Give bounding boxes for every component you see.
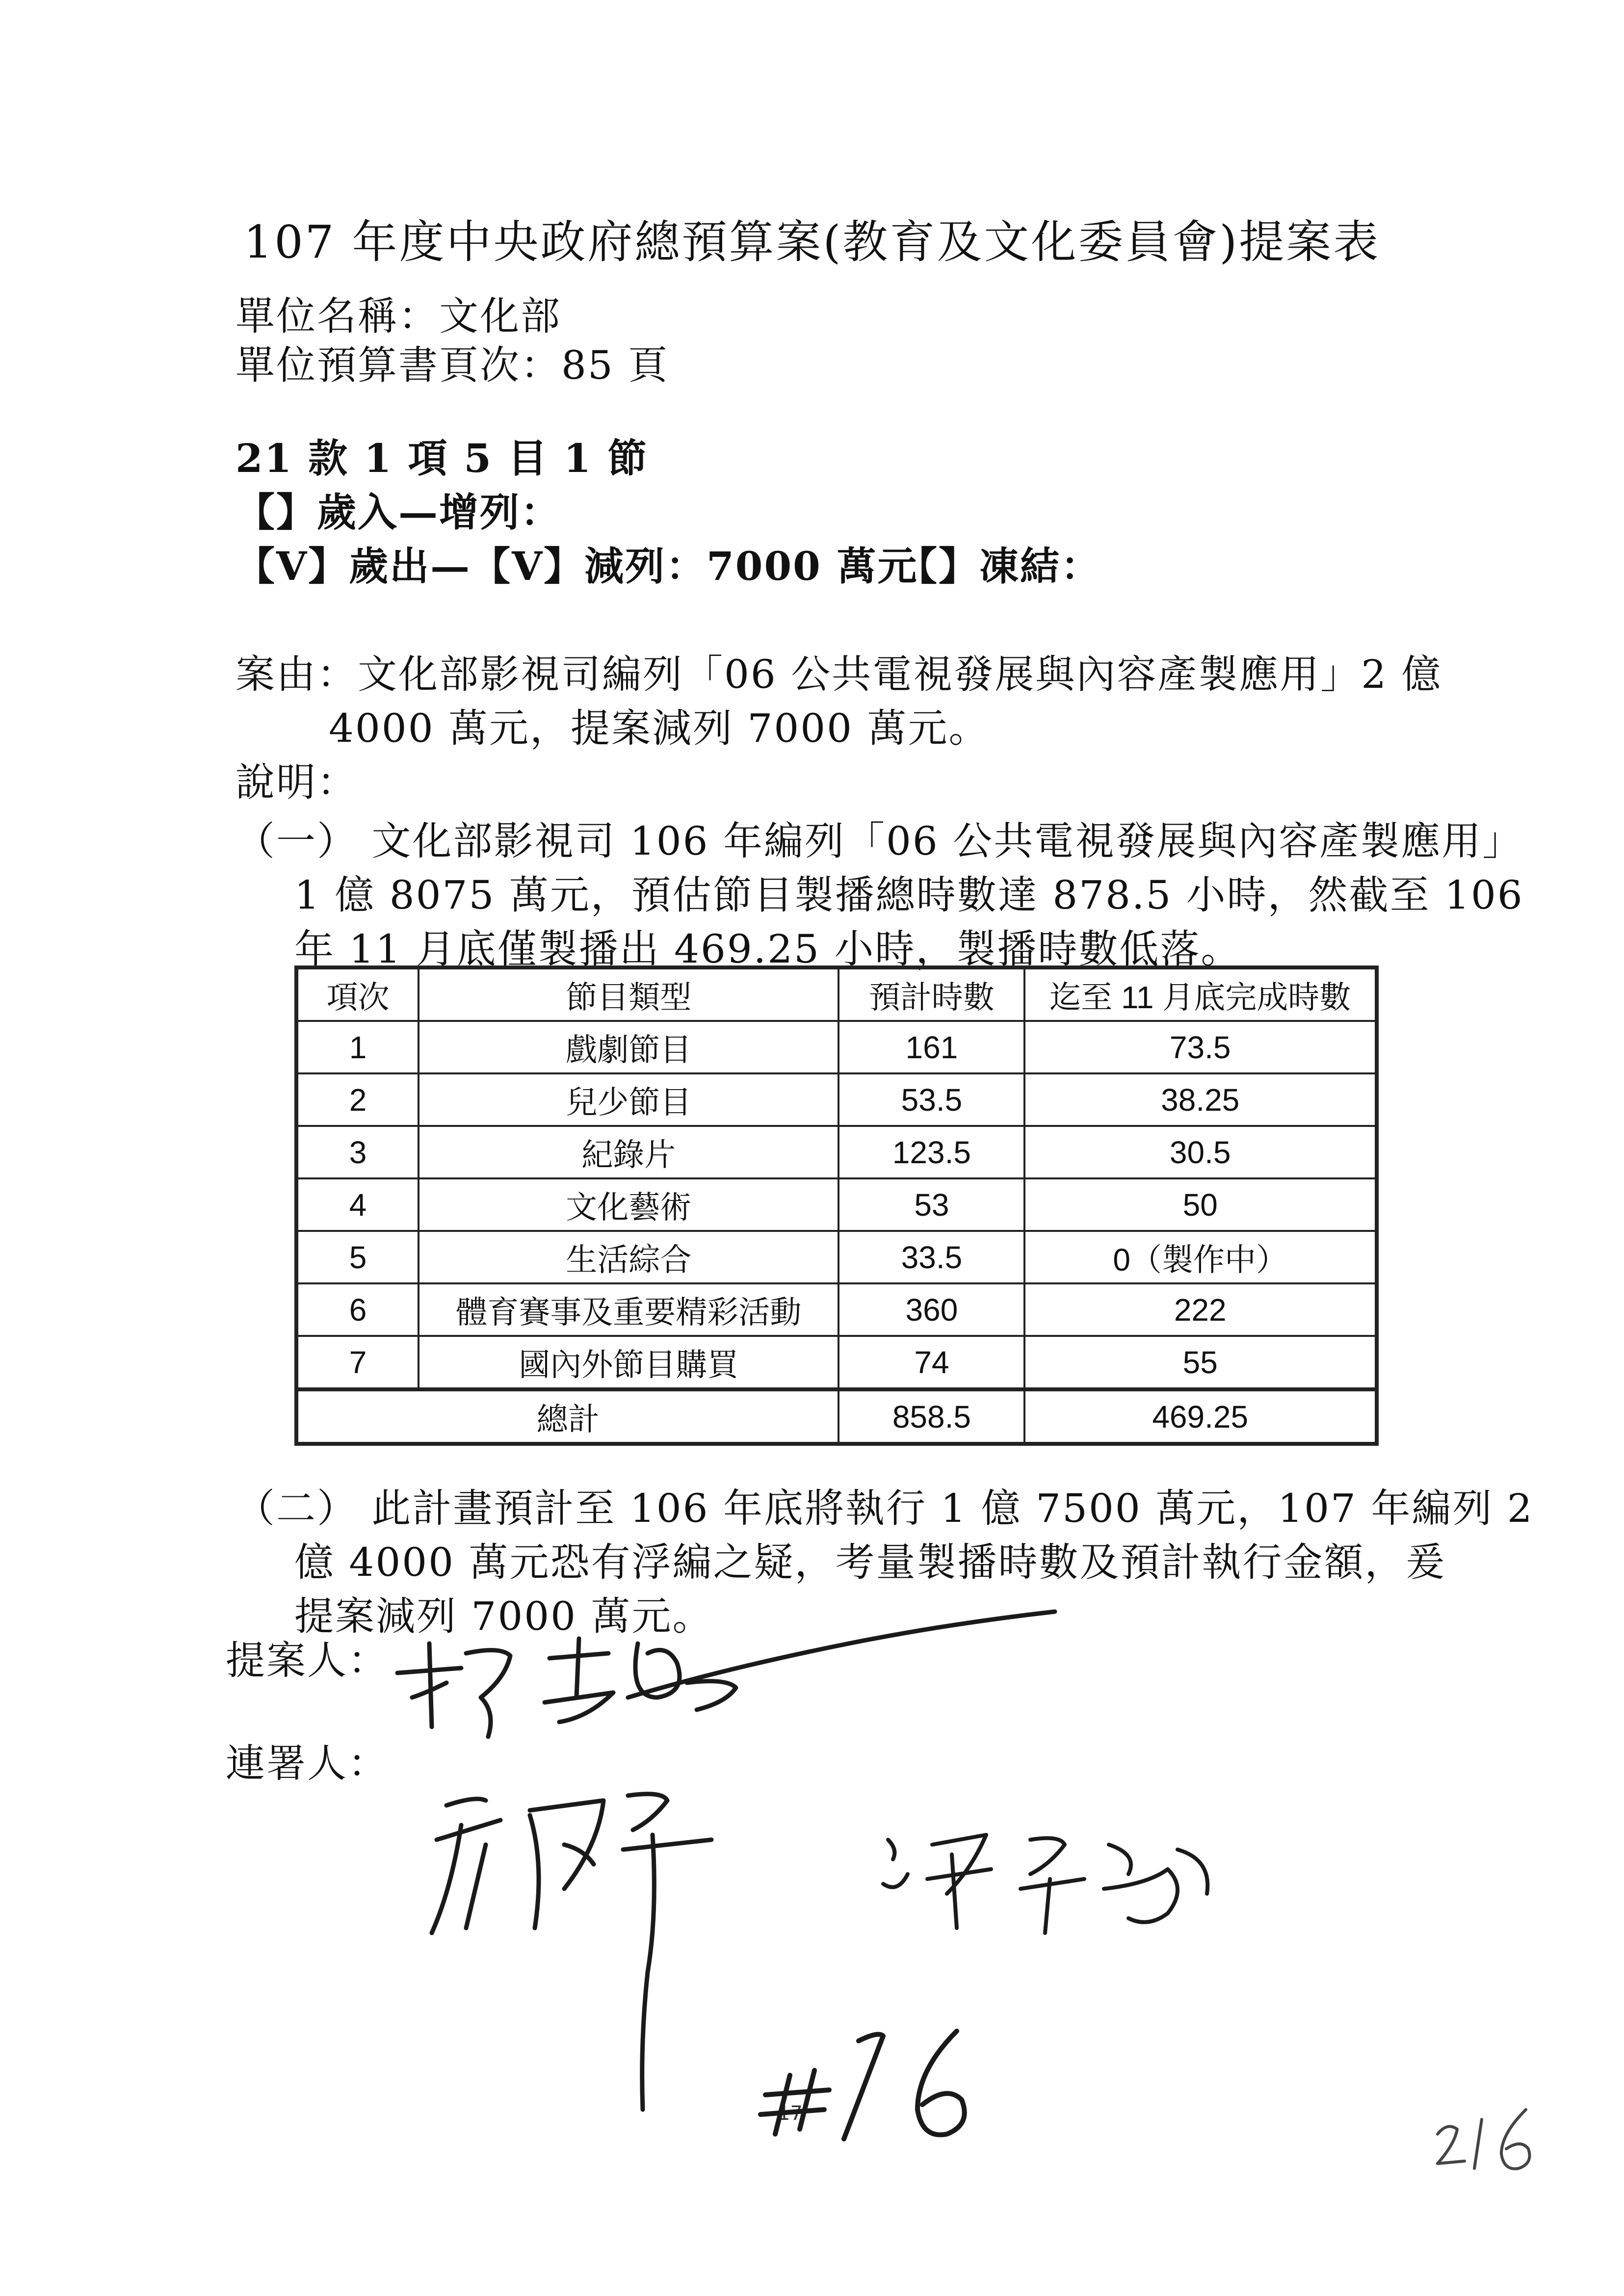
- handwritten-number: [756, 2021, 1011, 2149]
- table-row: [296, 1336, 1377, 1389]
- expenditure-line: 【V】歲出—【V】減列：7000 萬元: [236, 543, 918, 589]
- table-cell: 53: [838, 1178, 1024, 1231]
- table-cell: 53.5: [838, 1073, 1024, 1126]
- table-cell: 33.5: [838, 1231, 1024, 1283]
- table-cell: 6: [296, 1283, 419, 1336]
- budget-section: 21 款 1 項 5 目 1 節: [236, 435, 649, 481]
- table-row: [296, 1283, 1377, 1336]
- table-cell: 體育賽事及重要精彩活動: [419, 1283, 838, 1336]
- item1-line-2: 1 億 8075 萬元，預估節目製播總時數達 878.5 小時，然截至 106: [294, 872, 1524, 918]
- explain-label: 說明：: [236, 759, 358, 805]
- table-header-row: [296, 967, 1377, 1021]
- table-row: [296, 1073, 1377, 1126]
- case-line-2: 4000 萬元，提案減列 7000 萬元。: [329, 705, 990, 751]
- cosigner-signature-2: [873, 1815, 1227, 1943]
- table-cell: 文化藝術: [419, 1178, 838, 1231]
- table-cell: 123.5: [838, 1126, 1024, 1178]
- table-cell: 5: [296, 1231, 419, 1283]
- table-cell: 73.5: [1024, 1021, 1377, 1073]
- table-cell: 55: [1024, 1336, 1377, 1389]
- header-cell: 節目類型: [419, 967, 838, 1021]
- table-cell: 0（製作中）: [1024, 1231, 1377, 1283]
- page-title: 107 年度中央政府總預算案(教育及文化委員會)提案表: [243, 216, 1381, 268]
- corner-number: [1428, 2100, 1545, 2178]
- item2-line-2: 億 4000 萬元恐有浮編之疑，考量製播時數及預計執行金額，爰: [294, 1539, 1446, 1585]
- table-cell: 紀錄片: [419, 1126, 838, 1178]
- item2-line-1: （二） 此計畫預計至 106 年底將執行 1 億 7500 萬元，107 年編列 2: [236, 1486, 1534, 1531]
- table-cell: 國內外節目購買: [419, 1336, 838, 1389]
- item1-line-1: （一） 文化部影視司 106 年編列「06 公共電視發展與內容產製應用」: [236, 818, 1523, 864]
- table-cell: 3: [296, 1126, 419, 1178]
- table-cell: 1: [296, 1021, 419, 1073]
- table-row: [296, 1231, 1377, 1283]
- cosigner-signature-1: [417, 1766, 751, 2119]
- budget-page: 單位預算書頁次：85 頁: [236, 342, 669, 388]
- header-cell: 項次: [296, 967, 419, 1021]
- table-cell: 7: [296, 1336, 419, 1389]
- revenue-line: 【】歲入—增列：: [236, 489, 561, 535]
- table-cell: 30.5: [1024, 1126, 1377, 1178]
- table-cell: 222: [1024, 1283, 1377, 1336]
- case-line-1: 案由：文化部影視司編列「06 公共電視發展與內容產製應用」2 億: [236, 652, 1442, 697]
- header-cell: 迄至 11 月底完成時數: [1024, 967, 1377, 1021]
- table-cell: 360: [838, 1283, 1024, 1336]
- table-row: [296, 1178, 1377, 1231]
- table-cell: 2: [296, 1073, 419, 1126]
- proposer-signature: [383, 1599, 1070, 1747]
- table-cell: 生活綜合: [419, 1231, 838, 1283]
- table-row: [296, 1126, 1377, 1178]
- page-number-mark: 17: [778, 2102, 803, 2125]
- total-label: 總計: [296, 1389, 838, 1444]
- table-cell: 161: [838, 1021, 1024, 1073]
- table-cell: 38.25: [1024, 1073, 1377, 1126]
- cosigner-label: 連署人：: [226, 1741, 389, 1786]
- header-cell: 預計時數: [838, 967, 1024, 1021]
- table-total-row: [296, 1389, 1377, 1444]
- table-cell: 兒少節目: [419, 1073, 838, 1126]
- total-planned: 858.5: [838, 1389, 1024, 1444]
- total-completed: 469.25: [1024, 1389, 1377, 1444]
- item2-line-3: 提案減列 7000 萬元。: [294, 1593, 713, 1639]
- table-cell: 4: [296, 1178, 419, 1231]
- program-hours-table: [294, 965, 1379, 1446]
- item1-line-3: 年 11 月底僅製播出 469.25 小時，製播時數低落。: [294, 926, 1242, 972]
- table-cell: 50: [1024, 1178, 1377, 1231]
- freeze-line: 【】凍結：: [898, 543, 1101, 589]
- table-cell: 戲劇節目: [419, 1021, 838, 1073]
- table-row: [296, 1021, 1377, 1073]
- unit-name: 單位名稱：文化部: [236, 293, 561, 339]
- table-cell: 74: [838, 1336, 1024, 1389]
- proposer-label: 提案人：: [226, 1638, 389, 1683]
